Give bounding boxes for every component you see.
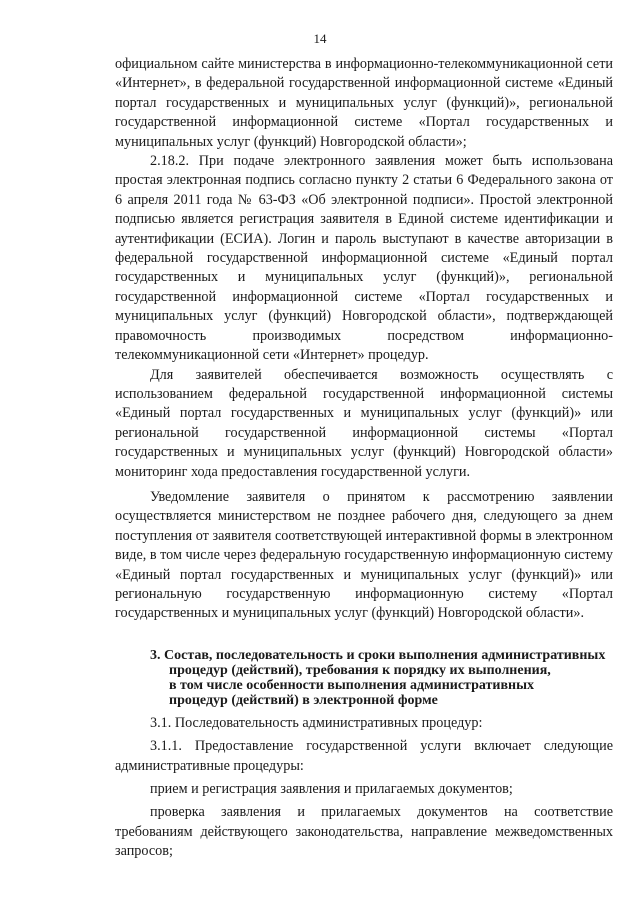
paragraph-portal-publication: официальном сайте министерства в информационно-телекоммуникационной сети «Интернет», в федеральной государственной информационной системе «Единый портал государственных и муниципальных услуг (функций)», региональной государственной информационной системе «Портал государственных и муниципальных услуг (функций) Новгородской области»; [115, 56, 613, 150]
document-body [115, 55, 613, 862]
paragraph-2-18-2: 2.18.2. При подаче электронного заявления может быть использована простая электронная подпись согласно пункту 2 статьи 6 Федерального закона от 6 апреля 2011 года № 63-ФЗ «Об электронной подписи». Простой электронной подписью является регистрация заявителя в Единой системе идентификации и аутентификации (ЕСИА). Логин и пароль выступают в качестве авторизации в федеральной государственной информационной системе «Единый портал государственных и муниципальных услуг (функций)», региональной государственной информационной системе «Портал государственных и муниципальных услуг (функций) Новгородской области», подтверждающей правомочность производимых посредством информационно-телекоммуникационной сети «Интернет» процедур. [115, 153, 613, 364]
list-item-verification: проверка заявления и прилагаемых документов на соответствие требованиям действующего законодательства, направление межведомственных запросов; [115, 804, 613, 860]
section-3-heading-line-1: 3. Состав, последовательность и сроки выполнения административных [150, 647, 606, 663]
paragraph-3-1-1: 3.1.1. Предоставление государственной услуги включает следующие административные процедуры: [115, 738, 613, 774]
section-3-heading-line-3: в том числе особенности выполнения административных [169, 677, 535, 693]
paragraph-notification: Уведомление заявителя о принятом к рассмотрению заявлении осуществляется министерством не позднее рабочего дня, следующего за днем поступления от заявителя соответствующей интерактивной формы в электронном виде, в том числе через федеральную государственную информационную систему «Единый портал государственных и муниципальных услуг (функций)» или региональную государственную информационную систему «Портал государственных и муниципальных услуг (функций) Новгородской области». [115, 488, 613, 622]
section-3-heading-line-2: процедур (действий), требования к порядку их выполнения, [169, 662, 551, 678]
paragraph-3-1: 3.1. Последовательность административных процедур: [150, 714, 483, 731]
page-number: 14 [313, 31, 327, 46]
section-3-heading-line-4: процедур (действий) в электронной форме [169, 692, 438, 708]
section-3-heading [115, 648, 613, 708]
paragraph-monitoring: Для заявителей обеспечивается возможность осуществлять с использованием федеральной государственной информационной системы «Единый портал государственных и муниципальных услуг (функций)» или региональной государственной информационной системы «Портал государственных и муниципальных услуг (функций) Новгородской области» мониторинг хода предоставления государственной услуги. [115, 366, 613, 480]
list-item-reception: прием и регистрация заявления и прилагаемых документов; [150, 781, 513, 797]
